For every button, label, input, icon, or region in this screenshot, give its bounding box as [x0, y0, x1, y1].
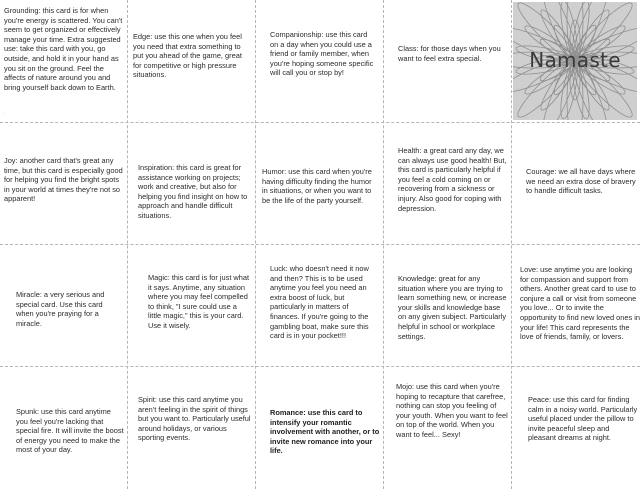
card-health — [384, 123, 511, 244]
card-spirit-text: Spirit: use this card anytime you aren't feeling in the spirit of things but you want to. Particularly useful around holidays, or various sporting events. — [138, 395, 251, 443]
card-knowledge-text: Knowledge: great for any situation where you are trying to learn something new, or increase your skills and knowledge base on any given subject. Particularly helpful in school or workplace settings. — [398, 274, 507, 341]
card-magic — [128, 245, 255, 366]
card-mojo — [384, 367, 511, 489]
card-magic-text: Magic: this card is for just what it says. Anytime, any situation where you may feel compelled to think, "I sure could use a little magic," this is your card. Use it wisely. — [148, 273, 250, 330]
card-humor — [256, 123, 383, 244]
card-inspiration-text: Inspiration: this card is great for assistance working on projects; work and creative, but also for helping you find insight on how to approach and handle difficult situations. — [138, 163, 248, 220]
corner-mark: · — [4, 111, 6, 117]
card-health-text: Health: a great card any day, we can always use good health! But, this card is particularly helpful if you feel a cold coming on or recovering from a sickness or injury. Also good for coping with depression. — [398, 146, 507, 213]
card-peace — [512, 367, 640, 489]
card-love — [512, 245, 640, 366]
card-courage-text: Courage: we all have days where we need an extra dose of bravery to handle difficult tasks. — [526, 167, 636, 196]
card-miracle-text: Miracle: a very serious and special card. Use this card when you're praying for a miracle. — [16, 290, 105, 328]
card-spirit — [128, 367, 255, 489]
card-romance — [256, 367, 383, 489]
card-grounding — [0, 0, 127, 122]
card-spunk — [0, 367, 127, 489]
card-love-text: Love: use anytime you are looking for compassion and support from others. Another great card to use to conjure a call or visit from someone you love... Or to invite the opportunity to find new loved ones in your life! This card represents the love of friends, family, or lovers. — [520, 265, 640, 342]
card-edge — [128, 0, 255, 122]
card-joy-text: Joy: another card that's great any time, but this card is especially good for helping you find the bright spots in your world at times they're not so apparent! — [4, 156, 123, 204]
card-namaste — [513, 2, 637, 120]
card-peace-text: Peace: use this card for finding calm in a noisy world. Particularly useful placed under the pillow to invite peaceful sleep and pleasant dreams at night. — [528, 395, 638, 443]
card-humor-text: Humor: use this card when you're having difficulty finding the humor in situations, or when you want to be the life of the party yourself. — [262, 167, 372, 205]
card-luck-text: Luck: who doesn't need it now and then? This is to be used anytime you feel you need an extra boost of luck, but particularly in matters of finances. If you're going to the gambling boat, make sure this card is in your pocket!!! — [270, 264, 369, 341]
card-class — [384, 0, 511, 122]
card-companionship-text: Companionship: use this card on a day when you could use a friend or family member, when you're hoping someone specific will call you or stop by! — [270, 30, 374, 78]
namaste-title: Namaste — [529, 48, 621, 72]
card-spunk-text: Spunk: use this card anytime you feel you're lacking that special fire. It will invite the boost of energy you need to make the most of your day. — [16, 407, 124, 455]
card-miracle — [0, 245, 127, 366]
card-luck — [256, 245, 383, 366]
card-knowledge — [384, 245, 511, 366]
card-joy — [0, 123, 127, 244]
card-romance-text: Romance: use this card to intensify your romantic involvement with another, or to invite new romance into your life. — [270, 408, 380, 456]
card-mojo-text: Mojo: use this card when you're hoping to recapture that carefree, nothing can stop you feeling of your youth. When you want to feel on top of the world. When you want to feel... Sexy! — [396, 382, 508, 439]
card-inspiration — [128, 123, 255, 244]
card-class-text: Class: for those days when you want to feel extra special. — [398, 44, 501, 63]
card-courage — [512, 123, 640, 244]
card-grounding-text: Grounding: this card is for when you're energy is scattered. You can't seem to get organized or effectively manage your time. Extra suggested use: take this card with you, go outside, and hold it in your hand as you sit on the ground. Feel the affects of nature around you and bring yourself back down to Earth. — [4, 6, 123, 92]
card-companionship — [256, 0, 383, 122]
card-edge-text: Edge: use this one when you feel you need that extra something to put you ahead of the game, great for competitive or high pressure situations. — [133, 32, 242, 80]
